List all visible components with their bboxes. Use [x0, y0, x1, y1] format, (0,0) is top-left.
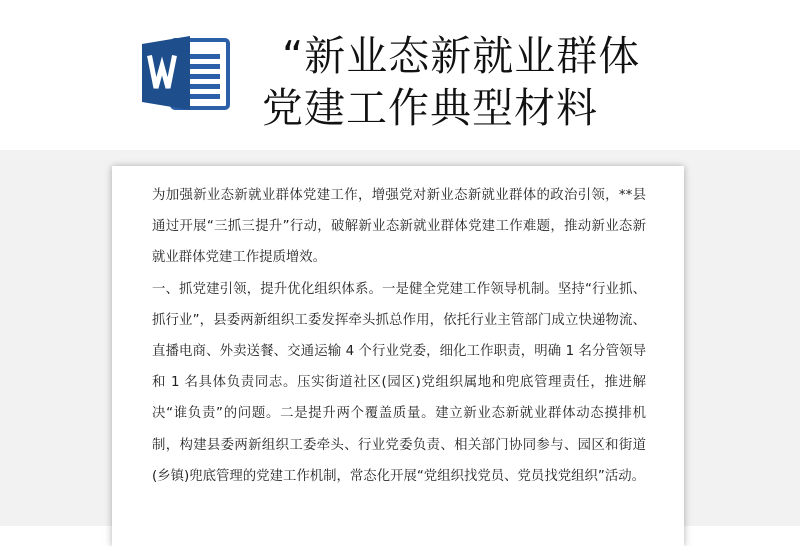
- word-document-icon: [138, 32, 234, 114]
- document-title: [262, 30, 782, 134]
- title-line-1: “新业态新就业群体: [282, 32, 641, 80]
- document-body: [152, 180, 646, 492]
- header: [0, 0, 800, 150]
- paragraph-section-1: 一、抓党建引领，提升优化组织体系。一是健全党建工作领导机制。坚持“行业抓、抓行业”，县委两新组织工委发挥牵头抓总作用，依托行业主管部门成立快递物流、直播电商、外卖送餐、交通运输 4 个行业党委，细化工作职责，明确 1 名分管领导和 1 名具体负责同志。压实街道社区(园区)党组织属地和兜底管理责任，推进解决“谁负责”的问题。二是提升两个覆盖质量。建立新业态新就业群体动态摸排机制，构建县委两新组织工委牵头、行业党委负责、相关部门协同参与、园区和街道(乡镇)兜底管理的党建工作机制，常态化开展“党组织找党员、党员找党组织”活动。: [152, 281, 646, 484]
- title-line-2: 党建工作典型材料: [262, 84, 598, 132]
- document-page: [112, 166, 684, 546]
- paragraph-intro: 为加强新业态新就业群体党建工作，增强党对新业态新就业群体的政治引领，**县通过开展“三抓三提升”行动，破解新业态新就业群体党建工作难题，推动新业态新就业群体党建工作提质增效。: [152, 188, 646, 266]
